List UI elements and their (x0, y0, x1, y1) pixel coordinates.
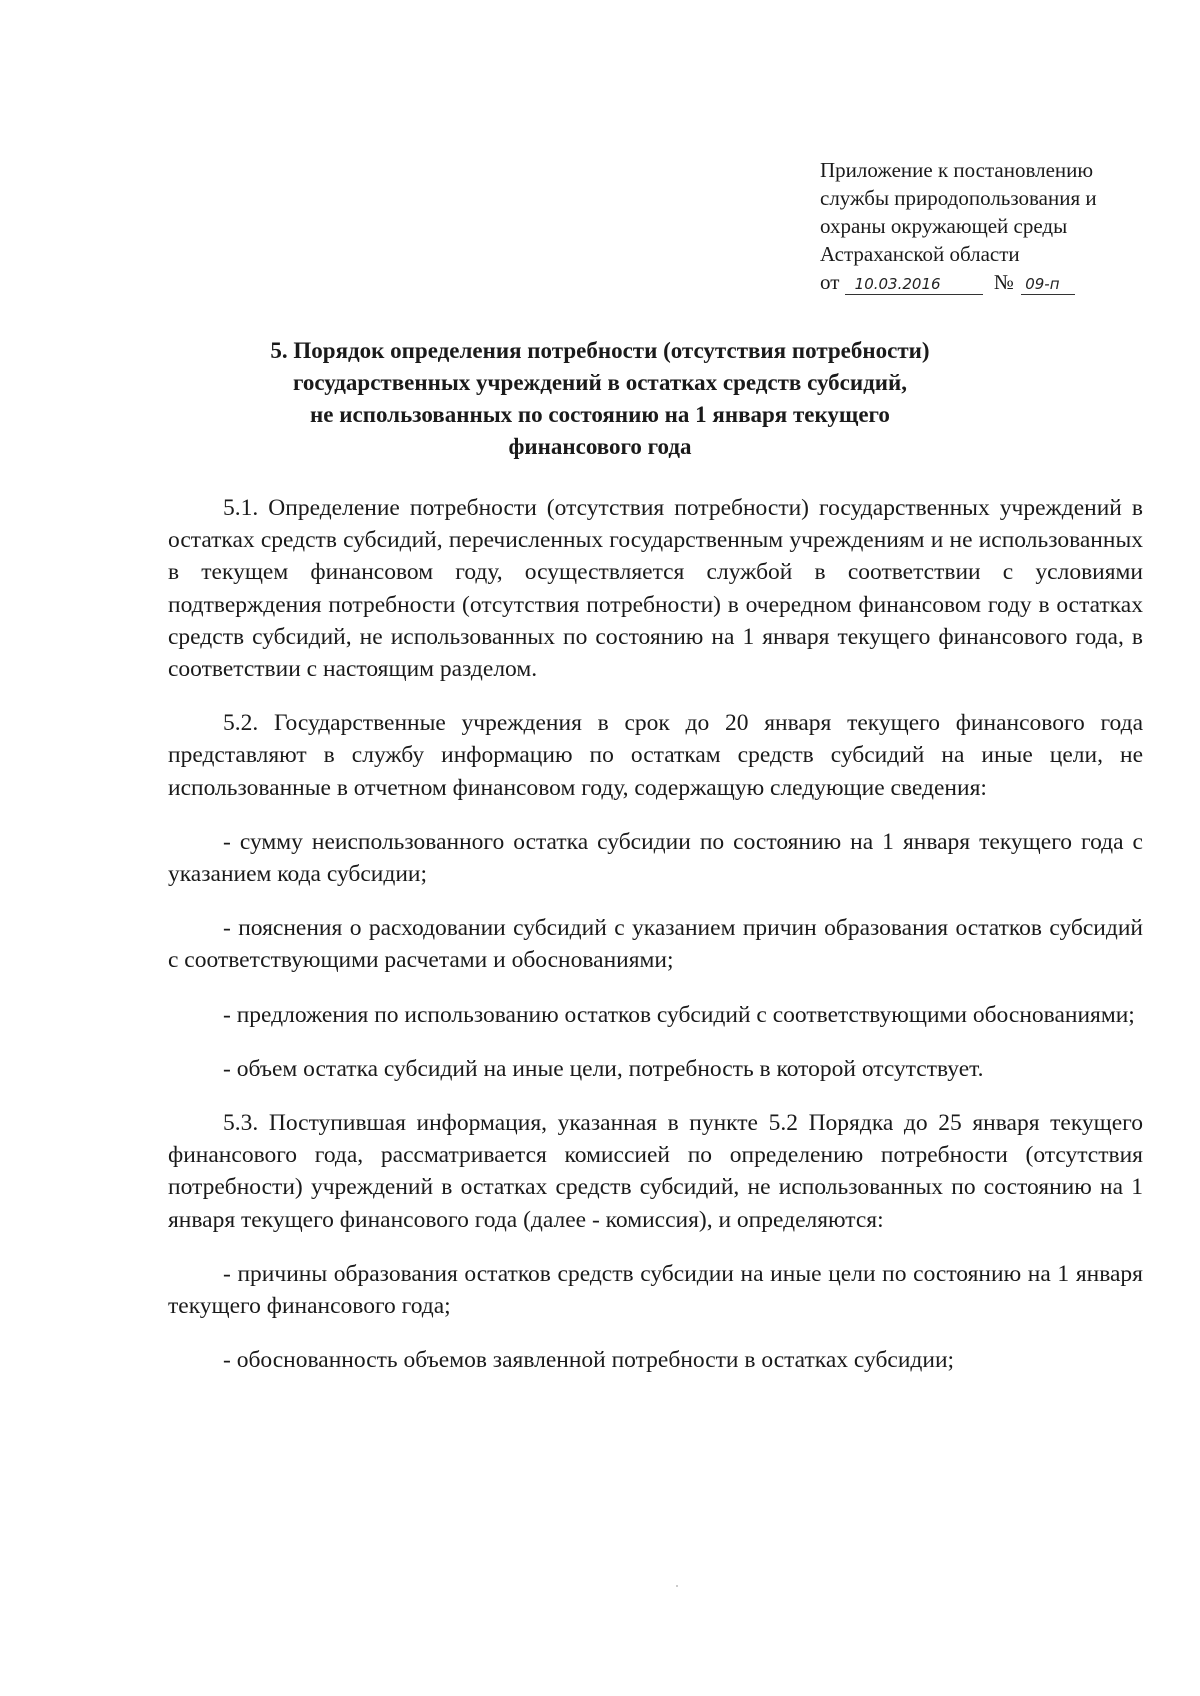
list-item: - причины образования остатков средств субсидии на иные цели по состоянию на 1 января текущего финансового года; (168, 1260, 1143, 1320)
list-item: - объем остатка субсидий на иные цели, потребность в которой отсутствует. (223, 1055, 984, 1082)
section-title-line: государственных учреждений в остатках средств субсидий, (292, 370, 908, 395)
appendix-date-row (820, 268, 1160, 296)
paragraph-5-3: 5.3. Поступившая информация, указанная в пункте 5.2 Порядка до 25 января текущего финансового года, рассматривается комиссией по определению потребности (отсутствия потребности) учреждений в остатках средств субсидий, не использованных по состоянию на 1 января текущего финансового года (далее - комиссия), и определяются: (168, 1110, 1143, 1233)
list-item: - пояснения о расходовании субсидий с указанием причин образования остатков субсидий с соответствующими расчетами и обоснованиями; (168, 915, 1143, 974)
paragraph-5-2: 5.2. Государственные учреждения в срок до 20 января текущего финансового года представляют в службу информацию по остаткам средств субсидий на иные цели, не использованные в отчетном финансовом году, содержащую следующие сведения: (168, 710, 1143, 801)
handwritten-date: 10.03.2016 (845, 274, 983, 295)
list-item: - предложения по использованию остатков субсидий с соответствующими обоснованиями; (223, 1001, 1135, 1028)
appendix-line: Приложение к постановлению (820, 158, 1094, 182)
section-title-line: 5. Порядок определения потребности (отсутствия потребности) (270, 338, 930, 363)
document-body (168, 492, 1143, 1376)
list-item: - сумму неиспользованного остатка субсидии по состоянию на 1 января текущего года с указанием кода субсидии; (168, 828, 1143, 888)
appendix-line: Астраханской области (820, 242, 1020, 266)
handwritten-number: 09-п (1021, 274, 1075, 295)
number-label: № (993, 270, 1014, 294)
section-title-line: финансового года (508, 434, 692, 459)
section-title (220, 335, 980, 463)
appendix-line: охраны окружающей среды (820, 214, 1068, 238)
scan-speck (676, 1585, 678, 1587)
appendix-line: службы природопользования и (820, 186, 1097, 210)
list-item: - обоснованность объемов заявленной потребности в остатках субсидии; (223, 1347, 955, 1374)
paragraph-5-1: 5.1. Определение потребности (отсутствия потребности) государственных учреждений в остатках средств субсидий, перечисленных государственным учреждениям и не использованных в текущем финансовом году, осуществляется службой в соответствии с условиями подтверждения потребности (отсутствия потребности) в очередном финансовом году в остатках средств субсидий, не использованных по состоянию на 1 января текущего финансового года, в соответствии с настоящим разделом. (168, 495, 1143, 683)
appendix-header (820, 156, 1160, 296)
from-label: от (820, 270, 840, 294)
section-title-line: не использованных по состоянию на 1 января текущего (310, 402, 890, 427)
